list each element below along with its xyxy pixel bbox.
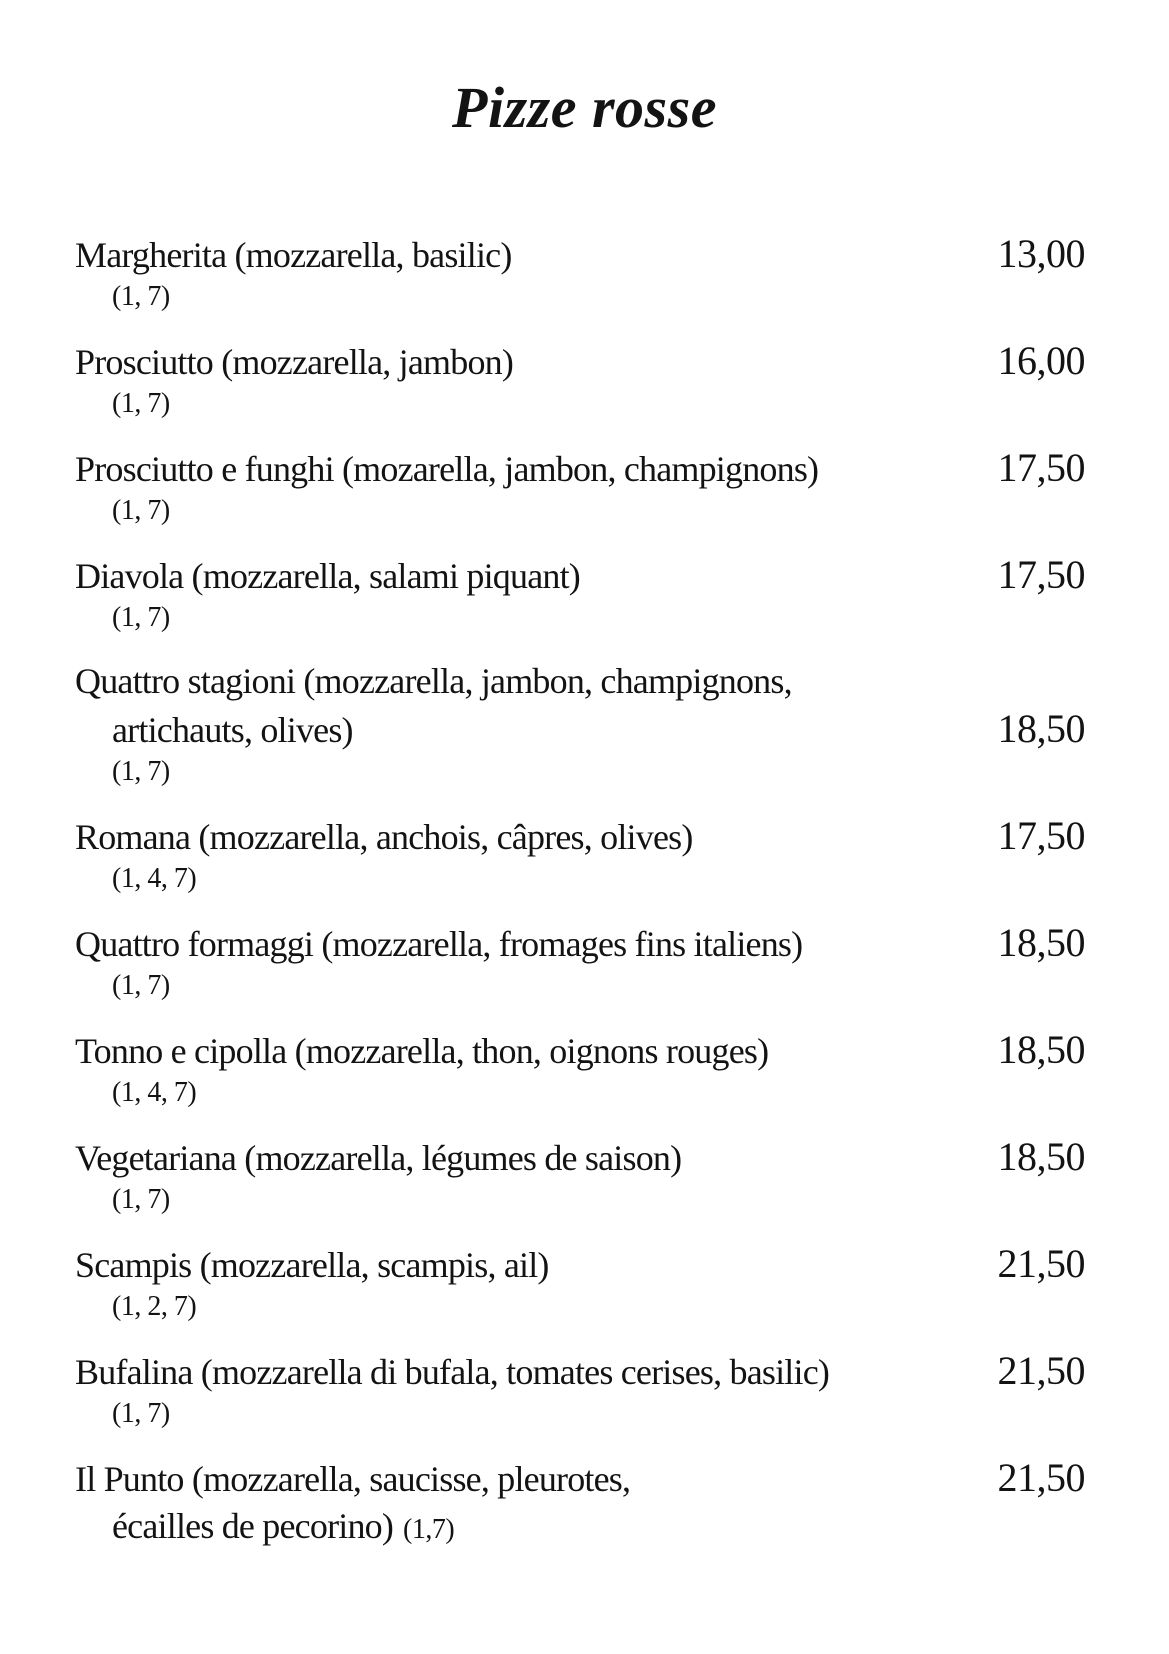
item-line [75,444,1085,493]
item-price: 21,50 [997,1348,1085,1393]
item-allergens: (1, 7) [112,495,170,526]
item-text-group [75,658,792,705]
item-price: 18,50 [997,1134,1085,1179]
item-name: Prosciutto (mozzarella, jambon) [75,342,514,382]
item-text-group [75,1135,681,1182]
item-name: Il Punto (mozzarella, saucisse, pleurotes, [75,1459,631,1499]
item-name: écailles de pecorino) [112,1506,394,1546]
item-allergens: (1, 4, 7) [112,1077,197,1108]
menu-item [75,919,1085,1003]
item-line [75,1347,1085,1396]
menu-item [75,1240,1085,1324]
item-line [75,812,1085,861]
item-name: artichauts, olives) [112,710,353,750]
item-line [75,1503,1085,1553]
item-allergens: (1, 4, 7) [112,863,197,894]
item-price: 17,50 [997,552,1085,597]
item-allergens: (1, 7) [112,1398,170,1429]
item-line [75,230,1085,279]
item-line [75,705,1085,754]
menu-item [75,444,1085,528]
item-price: 17,50 [997,445,1085,490]
item-line [75,658,1085,705]
item-name: Margherita (mozzarella, basilic) [75,235,512,275]
item-name: Vegetariana (mozzarella, légumes de saison) [75,1138,682,1178]
item-allergens: (1, 7) [112,602,170,633]
item-allergens: (1, 7) [112,970,170,1001]
item-text-group [75,1503,454,1553]
item-name: Romana (mozzarella, anchois, câpres, olives) [75,817,693,857]
menu-item [75,1133,1085,1217]
item-line [75,551,1085,600]
item-allergens: (1, 2, 7) [112,1291,197,1322]
item-line [75,1026,1085,1075]
item-name: Diavola (mozzarella, salami piquant) [75,556,580,596]
item-text-group [75,1028,768,1075]
item-price: 21,50 [997,1455,1085,1500]
item-price: 16,00 [997,338,1085,383]
item-text-group [75,1456,630,1503]
item-text-group [75,814,693,861]
menu-item [75,658,1085,789]
item-allergens-inline: (1,7) [403,1514,455,1545]
menu-item [75,337,1085,421]
item-text-group [75,1349,829,1396]
item-line [75,1454,1085,1503]
item-text-group [75,553,580,600]
menu-item [75,230,1085,314]
menu-item [75,1026,1085,1110]
page-title: Pizze rosse [452,75,717,140]
item-name: Quattro formaggi (mozzarella, fromages fins italiens) [75,924,803,964]
item-allergens: (1, 7) [112,1184,170,1215]
item-price: 18,50 [997,706,1085,751]
item-text-group [75,339,513,386]
item-text-group [75,232,512,279]
menu-item [75,551,1085,635]
item-line [75,1133,1085,1182]
item-price: 21,50 [997,1241,1085,1286]
item-price: 18,50 [997,1027,1085,1072]
menu-item [75,812,1085,896]
item-allergens: (1, 7) [112,756,170,787]
item-text-group [75,921,802,968]
item-price: 13,00 [997,231,1085,276]
item-name: Tonno e cipolla (mozzarella, thon, oignons rouges) [75,1031,769,1071]
item-text-group [75,1242,549,1289]
item-text-group [75,707,353,754]
item-line [75,919,1085,968]
item-line [75,1240,1085,1289]
menu-item [75,1454,1085,1553]
menu-list [75,230,1085,1553]
item-name: Prosciutto e funghi (mozarella, jambon, champignons) [75,449,819,489]
item-price: 18,50 [997,920,1085,965]
item-name: Scampis (mozzarella, scampis, ail) [75,1245,549,1285]
item-text-group [75,446,818,493]
item-allergens: (1, 7) [112,388,170,419]
item-name: Quattro stagioni (mozzarella, jambon, champignons, [75,661,792,701]
menu-item [75,1347,1085,1431]
item-name: Bufalina (mozzarella di bufala, tomates cerises, basilic) [75,1352,830,1392]
item-allergens: (1, 7) [112,281,170,312]
item-price: 17,50 [997,813,1085,858]
item-line [75,337,1085,386]
